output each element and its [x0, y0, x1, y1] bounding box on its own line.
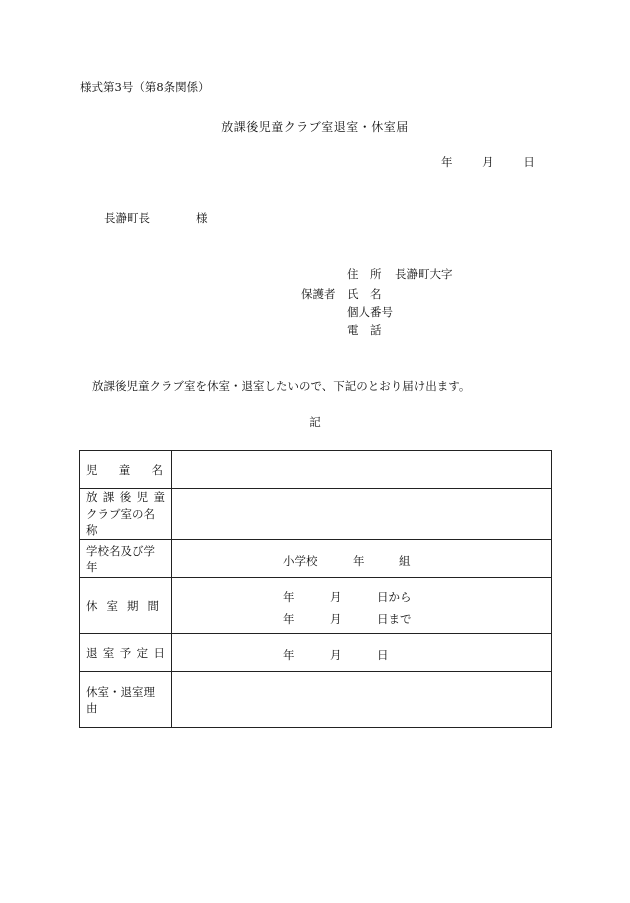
school-field[interactable] [172, 540, 552, 578]
date-month: 月 [482, 155, 494, 169]
document-title: 放課後児童クラブ室退室・休室届 [221, 120, 409, 134]
school-grade: 年 [353, 554, 365, 569]
addressee-honorific: 様 [196, 211, 208, 225]
addressee [104, 213, 208, 225]
date-line [441, 157, 535, 169]
withdrawal-date-label: 退 室 予 定 日 [80, 634, 172, 672]
child-name-field[interactable] [172, 451, 552, 489]
school-label: 学校名及び学年 [80, 540, 172, 578]
row-child-name [80, 451, 552, 489]
guardian-label: 保護者 [301, 287, 336, 301]
child-name-label: 児 童 名 [80, 451, 172, 489]
leave-period-field[interactable]: 年 月 日から 年 月 日まで [172, 578, 552, 634]
reason-label: 休室・退室理由 [80, 672, 172, 728]
withdrawal-date-field[interactable]: 年 月 日 [172, 634, 552, 672]
row-school [80, 540, 552, 578]
club-name-field[interactable] [172, 489, 552, 540]
row-club-name [80, 489, 552, 540]
ki-heading: 記 [309, 415, 321, 429]
school-suffix: 小学校 [283, 554, 318, 569]
leave-period-label: 休 室 期 間 [80, 578, 172, 634]
request-text: 放課後児童クラブ室を休室・退室したいので、下記のとおり届け出ます。 [92, 379, 471, 393]
row-withdrawal-date [80, 634, 552, 672]
date-day: 日 [523, 155, 535, 169]
row-reason [80, 672, 552, 728]
form-table [79, 450, 552, 728]
date-year: 年 [441, 155, 453, 169]
form-number: 様式第3号（第8条関係） [80, 80, 210, 94]
guardian-address-label: 住 所 [347, 267, 382, 281]
row-leave-period [80, 578, 552, 634]
guardian-address-value: 長瀞町大字 [395, 267, 453, 281]
addressee-name: 長瀞町長 [104, 211, 150, 225]
school-class: 組 [399, 554, 411, 569]
guardian-phone-label: 電 話 [347, 323, 382, 337]
guardian-mynumber-label: 個人番号 [347, 305, 393, 319]
reason-field[interactable] [172, 672, 552, 728]
guardian-name-label: 氏 名 [347, 287, 382, 301]
club-name-label: 放 課 後 児 童 クラブ室の名称 [80, 489, 172, 540]
